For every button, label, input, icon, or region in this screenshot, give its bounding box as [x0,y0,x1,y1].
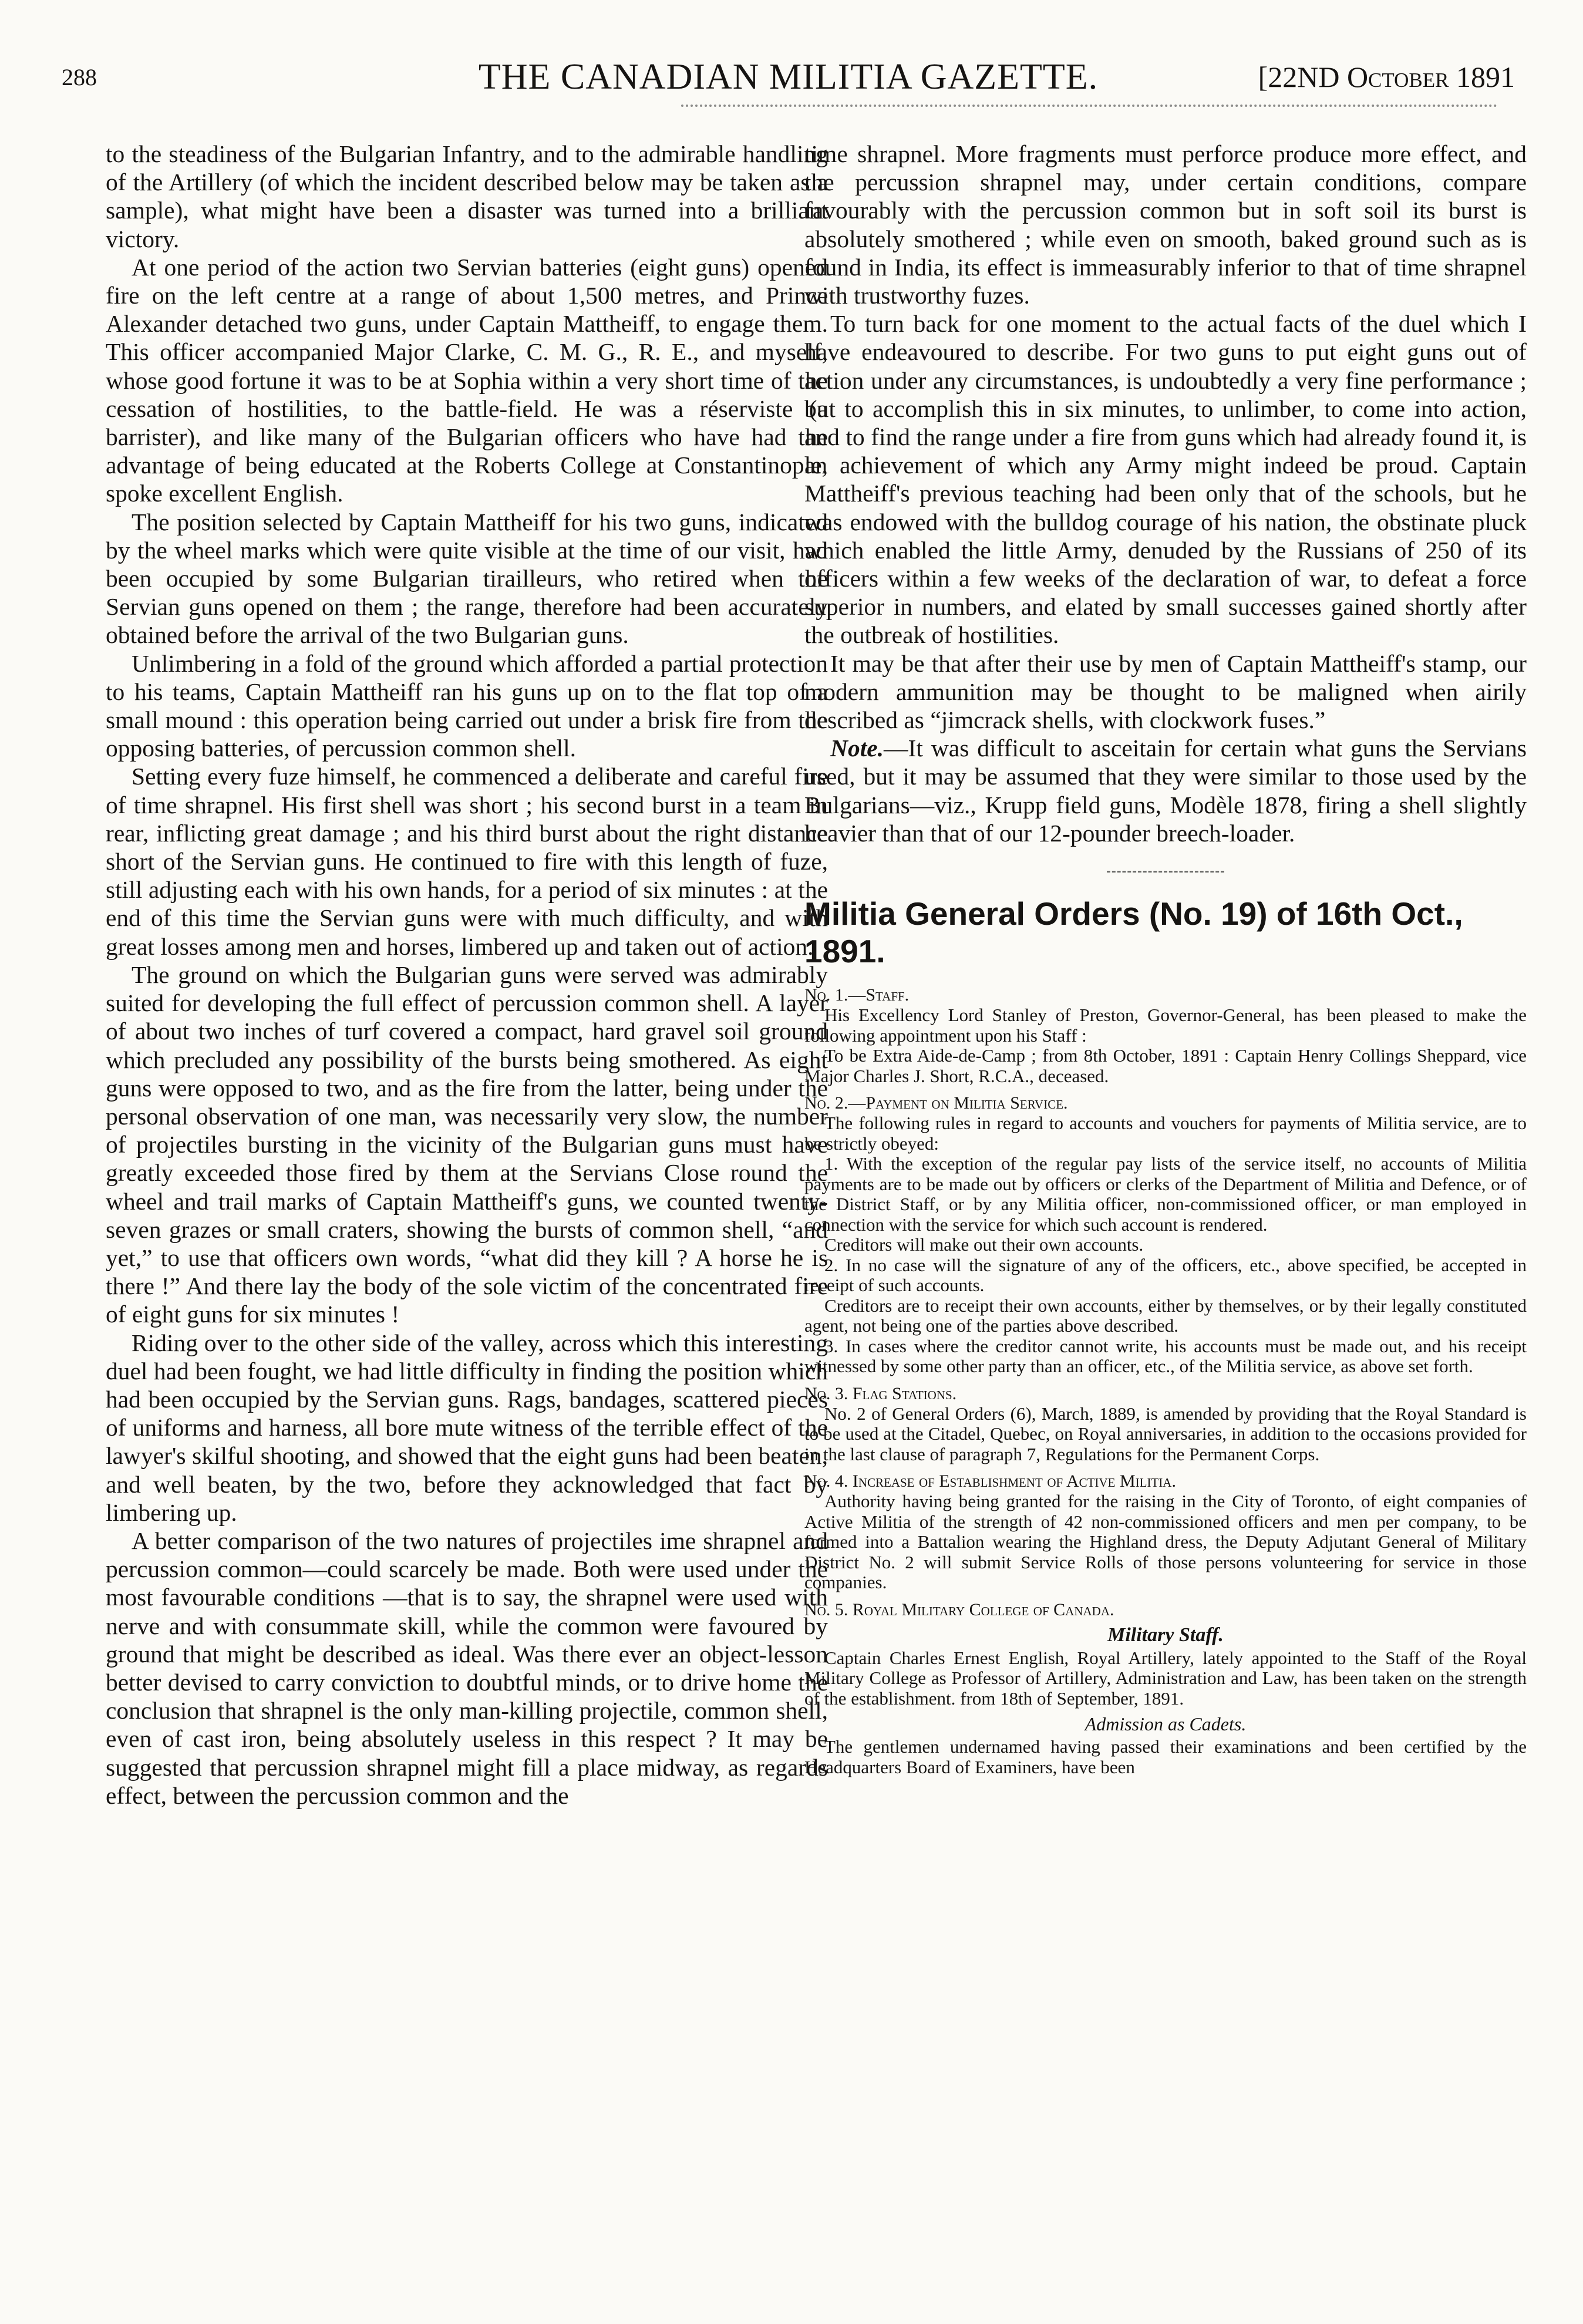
article-paragraph: to the steadiness of the Bulgarian Infantry, and to the admirable handling of the Artillery (of which the incident described below may be taken as a sample), what might have been a disaster was turned into a brilliant victory. [106,140,828,252]
order-text: 2. In no case will the signature of any of the officers, etc., above specified, be accepted in receipt of such accounts. [804,1254,1527,1296]
order-text: Captain Charles Ernest English, Royal Artillery, lately appointed to the Staff of the Royal Military College as Professor of Artillery, Administration and Law, has been taken on the strength of the establishment. from 18th of September, 1891. [804,1647,1527,1709]
order-title: No. 3. Flag Stations. [804,1383,957,1403]
order-text: 1. With the exception of the regular pay lists of the service itself, no accounts of Militia payments are to be made out by officers or clerks of the Department of Militia and Defence, or of the District Staff, or by any Militia officer, non-commissioned officer, or man employed in connection with the service for which such account is rendered. [804,1153,1527,1235]
article-paragraph: It may be that after their use by men of Captain Mattheiff's stamp, our modern ammunition may be thought to be maligned when airily described as “jimcrack shells, with clockwork fuses.” [804,649,1527,734]
order-subheading: Military Staff. [1107,1624,1224,1646]
order-text: 3. In cases where the creditor cannot write, his accounts must be made out, and his receipt witnessed by some other party than an officer, etc., of the Militia service, as above set forth. [804,1335,1527,1377]
order-no-2 [804,1093,1527,1377]
order-no-4 [804,1471,1527,1593]
note-label: Note. [830,735,884,762]
issue-date-month: October [1346,60,1449,93]
issue-date-year: 1891 [1449,60,1515,93]
order-text: No. 2 of General Orders (6), March, 1889, is amended by providing that the Royal Standard is to be used at the Citadel, Quebec, on Royal anniversaries, in addition to the occasions provided for in the last clause of paragraph 7, Regulations for the Permanent Corps. [804,1403,1527,1464]
section-divider [1107,871,1224,873]
order-text: Creditors will make out their own accounts. [824,1234,1144,1255]
order-text: Creditors are to receipt their own accounts, either by themselves, or by their legally constituted agent, not being one of the parties above described. [804,1295,1527,1336]
article-paragraph: Riding over to the other side of the valley, across which this interesting duel had been fought, we had little difficulty in finding the position which had been occupied by the Servian guns. Rags, bandages, scattered pieces of uniforms and harness, all bore mute witness of the terrible effect of the lawyer's skilful shooting, and showed that the eight guns had been beaten, and well beaten, by the two, before they acknowledged that fact by limbering up. [106,1329,828,1526]
order-text: To be Extra Aide-de-Camp ; from 8th October, 1891 : Captain Henry Collings Sheppard, vice Major Charles J. Short, R.C.A., deceased. [804,1045,1527,1086]
order-text: The following rules in regard to accounts and vouchers for payments of Militia service, are to be strictly obeyed: [804,1113,1527,1154]
order-text: The gentlemen undernamed having passed their examinations and been certified by the Headquarters Board of Examiners, have been [804,1736,1527,1777]
article-paragraph: At one period of the action two Servian batteries (eight guns) opened fire on the left centre at a range of about 1,500 metres, and Prince Alexander detached two guns, under Captain Mattheiff, to engage them. This officer accompanied Major Clarke, C. M. G., R. E., and myself, whose good fortune it was to be at Sophia within a very short time of the cessation of hostilities, to the battle-field. He was a réserviste (a barrister), and like many of the Bulgarian officers who have had the advantage of being educated at the Roberts College at Constantinople, spoke excellent English. [106,253,828,507]
article-paragraph: The position selected by Captain Mattheiff for his two guns, indicated by the wheel marks which were quite visible at the time of our visit, had been occupied by some Bulgarian tirailleurs, who retired when the Servian guns opened on them ; the range, therefore had been accurately obtained before the arrival of the two Bulgarian guns. [106,508,828,649]
issue-date-prefix: [22ND [1258,60,1347,93]
publication-title: THE CANADIAN MILITIA GAZETTE. [478,57,1099,97]
militia-general-orders [804,895,1527,1777]
order-title: No. 2.—Payment on Militia Service. [804,1093,1068,1113]
issue-date [1258,60,1515,94]
order-text: His Excellency Lord Stanley of Preston, Governor-General, has been pleased to make the following appointment upon his Staff : [804,1005,1527,1046]
article-paragraph: Unlimbering in a fold of the ground which afforded a partial protection to his teams, Captain Mattheiff ran his guns up on to the flat top of a small mound : this operation being carried out under a brisk fire from the opposing batteries, of percussion common shell. [106,649,828,762]
article-paragraph: Setting every fuze himself, he commenced a deliberate and careful fire of time shrapnel. His first shell was short ; his second burst in a team in rear, inflicting great damage ; and his third burst about the right distance short of the Servian guns. He continued to fire with this length of fuze, still adjusting each with his own hands, for a period of six minutes : at the end of this time the Servian guns were with much difficulty, and with great losses among men and horses, limbered up and taken out of action. [106,763,828,960]
orders-heading: Militia General Orders (No. 19) of 16th Oct., 1891. [804,895,1463,970]
order-no-5 [804,1600,1527,1778]
article-paragraph: The ground on which the Bulgarian guns were served was admirably suited for developing the full effect of percussion common shell. A layer of about two inches of turf covered a compact, hard gravel soil ground which precluded any possibility of the bursts being smothered. As eight guns were opposed to two, and as the fire from the latter, being under the personal observation of one man, was necessarily very slow, the number of projectiles bursting in the vicinity of the Bulgarian guns must have greatly exceeded those fired by them at the Servians Close round the wheel and trail marks of Captain Mattheiff's guns, we counted twenty-seven grazes or small craters, showing the bursts of common shell, “and yet,” to use that officers own words, “what did they kill ? A horse he is there !” And there lay the body of the sole victim of the concentrated fire of eight guns for six minutes ! [106,961,828,1328]
article-paragraph: To turn back for one moment to the actual facts of the duel which I have endeavoured to describe. For two guns to put eight guns out of action under any circumstances, is undoubtedly a very fine performance ; but to accomplish this in six minutes, to unlimber, to come into action, and to find the range under a fire from guns which had already found it, is an achievement of which any Army might indeed be proud. Captain Mattheiff's previous teaching had been only that of the schools, but he was endowed with the bulldog courage of his nation, the obstinate pluck which enabled the little Army, denuded by the Russians of 250 of its officers within a few weeks of the declaration of war, to defeat a force superior in numbers, and elated by small successes gained shortly after the outbreak of hostilities. [804,310,1527,649]
note-text: —It was difficult to asceitain for certain what guns the Servians used, but it may be assumed that they were similar to those used by the Bulgarians—viz., Krupp field guns, Modèle 1878, firing a shell slightly heavier than that of our 12-pounder breech-loader. [804,735,1527,847]
order-no-3 [804,1384,1527,1465]
order-title: No. 1.—Staff. [804,985,910,1005]
right-column [804,140,1527,1784]
order-text: Authority having being granted for the raising in the City of Toronto, of eight companies of Active Militia of the strength of 42 non-commissioned officers and men per company, to be formed into a Battalion wearing the Highland dress, the Deputy Adjutant General of Military District No. 2 will submit Service Rolls of those persons volunteering for service in those companies. [804,1491,1527,1593]
note-paragraph [804,734,1527,847]
article-paragraph: time shrapnel. More fragments must perforce produce more effect, and the percussion shrapnel may, under certain conditions, compare favourably with the percussion common but in soft soil its burst is absolutely smothered ; while even on smooth, baked ground such as is found in India, its effect is immeasurably inferior to that of time shrapnel with trustworthy fuzes. [804,140,1527,309]
page-number: 288 [62,64,97,90]
article-paragraph: A better comparison of the two natures of projectiles ime shrapnel and percussion common—could scarcely be made. Both were used under the most favourable conditions —that is to say, the shrapnel were used with nerve and with consummate skill, while the common were favoured by ground that might be described as ideal. Was there ever an object-lesson better devised to carry conviction to doubtful minds, or to drive home the conclusion that shrapnel is the only man-killing projectile, common shell, even of cast iron, being absolutely useless in this respect ? It may be suggested that percussion shrapnel might fill a place midway, as regards effect, between the percussion common and the [106,1527,828,1809]
left-column [106,140,828,1810]
order-title: No. 5. Royal Military College of Canada. [804,1599,1114,1619]
header-divider [681,105,1497,107]
order-title: No. 4. Increase of Establishment of Active Militia. [804,1471,1176,1491]
page-header [62,52,1515,97]
order-subheading: Admission as Cadets. [1084,1713,1247,1735]
order-no-1 [804,985,1527,1086]
